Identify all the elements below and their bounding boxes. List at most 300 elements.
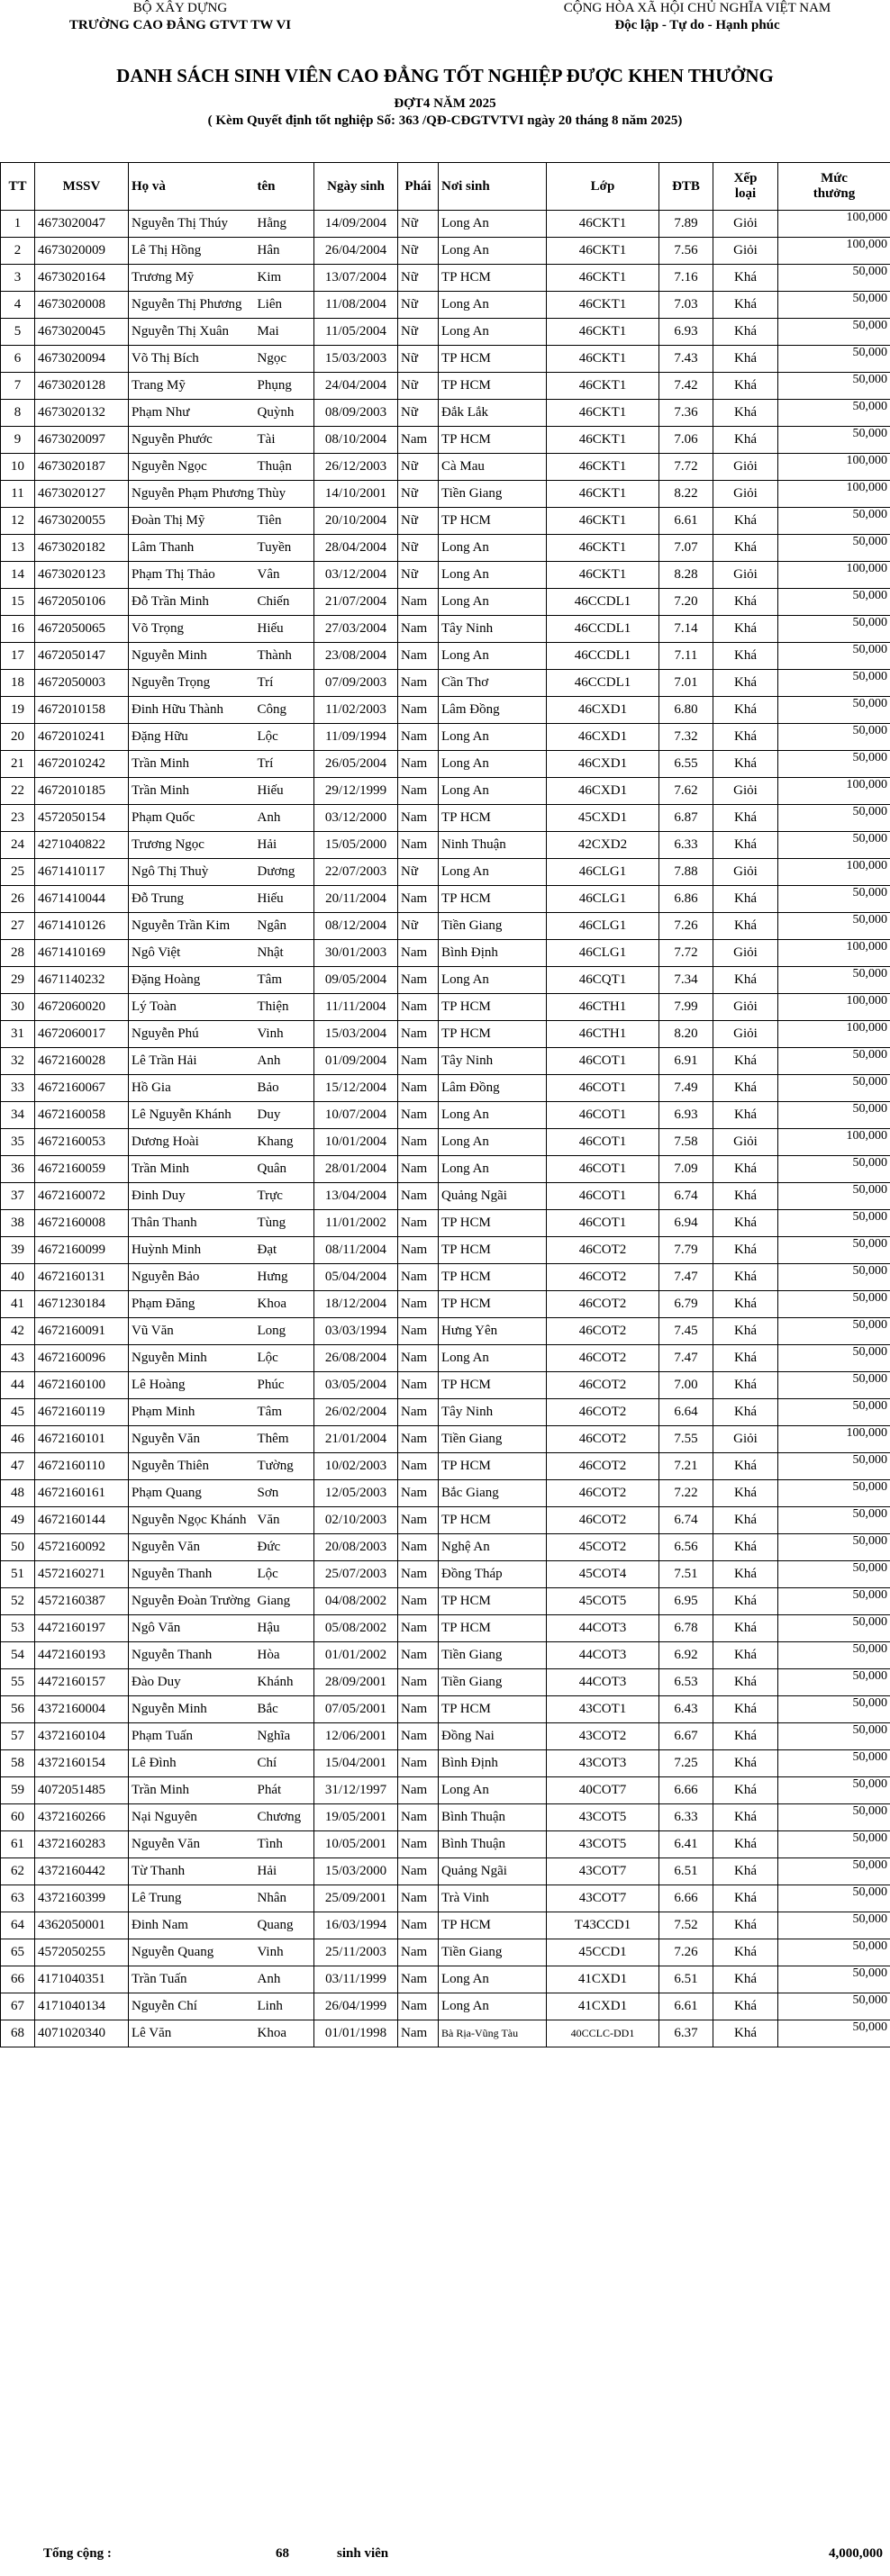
cell-ho: Dương Hoài xyxy=(129,1129,255,1156)
cell-xeploai: Giỏi xyxy=(713,859,778,886)
table-row xyxy=(1,238,890,265)
cell-dtb: 7.49 xyxy=(659,1075,713,1102)
cell-xeploai: Khá xyxy=(713,1156,778,1183)
cell-ten: Duy xyxy=(255,1102,314,1129)
cell-ten: Hưng xyxy=(255,1264,314,1291)
cell-phai: Nam xyxy=(398,589,439,616)
cell-ho: Trần Minh xyxy=(129,1156,255,1183)
total-row xyxy=(0,2541,890,2568)
table-row xyxy=(1,751,890,778)
table-row xyxy=(1,1507,890,1534)
cell-xeploai: Khá xyxy=(713,265,778,292)
cell-mssv: 4271040822 xyxy=(35,832,129,859)
cell-mssv: 4673020094 xyxy=(35,346,129,373)
cell-mucthuong: 50,000 xyxy=(778,400,890,427)
cell-phai: Nam xyxy=(398,1966,439,1993)
cell-xeploai: Giỏi xyxy=(713,238,778,265)
cell-tt: 1 xyxy=(1,211,35,238)
cell-ho: Nguyễn Trọng xyxy=(129,670,255,697)
cell-ho: Đinh Duy xyxy=(129,1183,255,1210)
cell-mucthuong: 100,000 xyxy=(778,778,890,805)
cell-xeploai: Khá xyxy=(713,1534,778,1561)
col-phai: Phái xyxy=(398,163,439,211)
cell-ten: Công xyxy=(255,697,314,724)
cell-xeploai: Khá xyxy=(713,1669,778,1696)
cell-lop: 46CXD1 xyxy=(547,697,659,724)
cell-dtb: 7.22 xyxy=(659,1480,713,1507)
cell-ho: Lê Hoàng xyxy=(129,1372,255,1399)
cell-noisinh: Tây Ninh xyxy=(439,616,547,643)
cell-ten: Hải xyxy=(255,832,314,859)
cell-ho: Lê Đình xyxy=(129,1750,255,1777)
cell-mucthuong: 50,000 xyxy=(778,1237,890,1264)
table-row xyxy=(1,1588,890,1615)
cell-ten: Thuận xyxy=(255,454,314,481)
cell-ten: Hiếu xyxy=(255,616,314,643)
cell-mucthuong: 50,000 xyxy=(778,1048,890,1075)
cell-lop: 44COT3 xyxy=(547,1615,659,1642)
cell-mssv: 4372160154 xyxy=(35,1750,129,1777)
cell-tt: 64 xyxy=(1,1912,35,1939)
cell-ten: Anh xyxy=(255,1048,314,1075)
cell-ten: Trực xyxy=(255,1183,314,1210)
cell-mssv: 4072051485 xyxy=(35,1777,129,1804)
cell-mucthuong: 50,000 xyxy=(778,2020,890,2047)
cell-ngaysinh: 12/06/2001 xyxy=(314,1723,398,1750)
cell-mssv: 4372160104 xyxy=(35,1723,129,1750)
cell-noisinh: Trà Vinh xyxy=(439,1885,547,1912)
cell-ten: Anh xyxy=(255,1966,314,1993)
cell-ngaysinh: 18/12/2004 xyxy=(314,1291,398,1318)
cell-ho: Nguyễn Minh xyxy=(129,1345,255,1372)
cell-dtb: 6.41 xyxy=(659,1831,713,1858)
cell-mssv: 4672060017 xyxy=(35,1021,129,1048)
cell-mucthuong: 50,000 xyxy=(778,1183,890,1210)
cell-ngaysinh: 15/04/2001 xyxy=(314,1750,398,1777)
cell-mssv: 4672010158 xyxy=(35,697,129,724)
cell-tt: 57 xyxy=(1,1723,35,1750)
cell-mssv: 4671410126 xyxy=(35,913,129,940)
cell-mucthuong: 100,000 xyxy=(778,940,890,967)
cell-noisinh: TP HCM xyxy=(439,265,547,292)
cell-mucthuong: 50,000 xyxy=(778,1993,890,2020)
cell-ten: Trí xyxy=(255,751,314,778)
cell-ho: Đỗ Trung xyxy=(129,886,255,913)
cell-ten: Hiếu xyxy=(255,886,314,913)
cell-dtb: 7.43 xyxy=(659,346,713,373)
cell-ten: Thùy xyxy=(255,481,314,508)
cell-mucthuong: 50,000 xyxy=(778,346,890,373)
cell-mssv: 4673020182 xyxy=(35,535,129,562)
cell-mucthuong: 50,000 xyxy=(778,1831,890,1858)
cell-ten: Long xyxy=(255,1318,314,1345)
cell-lop: 46COT2 xyxy=(547,1345,659,1372)
cell-tt: 68 xyxy=(1,2020,35,2047)
cell-xeploai: Khá xyxy=(713,1750,778,1777)
cell-tt: 11 xyxy=(1,481,35,508)
cell-mssv: 4672160096 xyxy=(35,1345,129,1372)
cell-noisinh: Long An xyxy=(439,535,547,562)
cell-xeploai: Khá xyxy=(713,1831,778,1858)
cell-lop: 43COT7 xyxy=(547,1858,659,1885)
cell-mssv: 4673020047 xyxy=(35,211,129,238)
cell-lop: 46CXD1 xyxy=(547,778,659,805)
cell-lop: 46CKT1 xyxy=(547,319,659,346)
ministry-name: BỘ XÂY DỰNG xyxy=(132,1,228,15)
cell-ngaysinh: 22/07/2003 xyxy=(314,859,398,886)
cell-mssv: 4672160131 xyxy=(35,1264,129,1291)
cell-ho: Phạm Như xyxy=(129,400,255,427)
cell-mssv: 4673020128 xyxy=(35,373,129,400)
cell-lop: 46CCDL1 xyxy=(547,589,659,616)
cell-ho: Nguyễn Thanh xyxy=(129,1561,255,1588)
cell-lop: 46COT1 xyxy=(547,1075,659,1102)
table-row xyxy=(1,643,890,670)
table-row xyxy=(1,1696,890,1723)
cell-tt: 53 xyxy=(1,1615,35,1642)
cell-ten: Nhân xyxy=(255,1885,314,1912)
cell-mucthuong: 50,000 xyxy=(778,1507,890,1534)
cell-phai: Nam xyxy=(398,1993,439,2020)
cell-xeploai: Khá xyxy=(713,1399,778,1426)
cell-xeploai: Giỏi xyxy=(713,778,778,805)
cell-mucthuong: 50,000 xyxy=(778,1291,890,1318)
cell-dtb: 6.64 xyxy=(659,1399,713,1426)
cell-lop: 46CCDL1 xyxy=(547,670,659,697)
cell-ho: Trang Mỹ xyxy=(129,373,255,400)
nation-name: CỘNG HÒA XÃ HỘI CHỦ NGHĨA VIỆT NAM xyxy=(563,1,831,15)
cell-noisinh: Tây Ninh xyxy=(439,1399,547,1426)
motto: Độc lập - Tự do - Hạnh phúc xyxy=(614,18,780,32)
cell-ten: Lộc xyxy=(255,1561,314,1588)
cell-mssv: 4672160099 xyxy=(35,1237,129,1264)
cell-mssv: 4671410044 xyxy=(35,886,129,913)
cell-xeploai: Khá xyxy=(713,427,778,454)
cell-ten: Giang xyxy=(255,1588,314,1615)
cell-lop: 46CQT1 xyxy=(547,967,659,994)
cell-mucthuong: 50,000 xyxy=(778,1777,890,1804)
cell-noisinh: Long An xyxy=(439,211,547,238)
cell-xeploai: Khá xyxy=(713,400,778,427)
cell-noisinh: TP HCM xyxy=(439,994,547,1021)
cell-mucthuong: 50,000 xyxy=(778,1534,890,1561)
cell-mucthuong: 50,000 xyxy=(778,1885,890,1912)
cell-phai: Nam xyxy=(398,1858,439,1885)
cell-xeploai: Khá xyxy=(713,1318,778,1345)
cell-mssv: 4673020164 xyxy=(35,265,129,292)
cell-ho: Lâm Thanh xyxy=(129,535,255,562)
cell-phai: Nam xyxy=(398,1912,439,1939)
cell-ngaysinh: 26/12/2003 xyxy=(314,454,398,481)
cell-ten: Phụng xyxy=(255,373,314,400)
cell-noisinh: Long An xyxy=(439,292,547,319)
cell-phai: Nam xyxy=(398,1048,439,1075)
col-mucthuong-line2: thưởng xyxy=(813,186,856,201)
cell-xeploai: Khá xyxy=(713,1102,778,1129)
cell-mssv: 4372160004 xyxy=(35,1696,129,1723)
cell-lop: 45COT2 xyxy=(547,1534,659,1561)
cell-noisinh: Quảng Ngãi xyxy=(439,1858,547,1885)
table-row xyxy=(1,1183,890,1210)
cell-noisinh: TP HCM xyxy=(439,1588,547,1615)
cell-tt: 29 xyxy=(1,967,35,994)
cell-noisinh: Bình Định xyxy=(439,940,547,967)
cell-mucthuong: 50,000 xyxy=(778,1723,890,1750)
table-row xyxy=(1,1426,890,1453)
cell-tt: 23 xyxy=(1,805,35,832)
cell-tt: 66 xyxy=(1,1966,35,1993)
cell-xeploai: Khá xyxy=(713,886,778,913)
cell-xeploai: Khá xyxy=(713,1723,778,1750)
cell-dtb: 6.56 xyxy=(659,1534,713,1561)
cell-ho: Nguyễn Văn xyxy=(129,1831,255,1858)
cell-xeploai: Khá xyxy=(713,373,778,400)
cell-tt: 32 xyxy=(1,1048,35,1075)
cell-mucthuong: 50,000 xyxy=(778,1561,890,1588)
table-row xyxy=(1,1831,890,1858)
cell-phai: Nữ xyxy=(398,238,439,265)
cell-tt: 7 xyxy=(1,373,35,400)
cell-ngaysinh: 04/08/2002 xyxy=(314,1588,398,1615)
cell-mucthuong: 50,000 xyxy=(778,1858,890,1885)
cell-dtb: 6.53 xyxy=(659,1669,713,1696)
cell-mucthuong: 100,000 xyxy=(778,859,890,886)
cell-ten: Mai xyxy=(255,319,314,346)
cell-tt: 54 xyxy=(1,1642,35,1669)
cell-lop: 46COT1 xyxy=(547,1156,659,1183)
table-row xyxy=(1,400,890,427)
cell-xeploai: Khá xyxy=(713,913,778,940)
cell-ho: Nguyễn Phú xyxy=(129,1021,255,1048)
cell-mucthuong: 50,000 xyxy=(778,1642,890,1669)
cell-mssv: 4672160058 xyxy=(35,1102,129,1129)
cell-mssv: 4672050106 xyxy=(35,589,129,616)
cell-noisinh: TP HCM xyxy=(439,346,547,373)
cell-xeploai: Khá xyxy=(713,1453,778,1480)
cell-noisinh: Đồng Nai xyxy=(439,1723,547,1750)
cell-ho: Võ Trọng xyxy=(129,616,255,643)
cell-lop: 46CLG1 xyxy=(547,913,659,940)
table-row xyxy=(1,967,890,994)
cell-mssv: 4673020097 xyxy=(35,427,129,454)
cell-dtb: 7.52 xyxy=(659,1912,713,1939)
cell-xeploai: Khá xyxy=(713,1507,778,1534)
cell-tt: 6 xyxy=(1,346,35,373)
cell-tt: 17 xyxy=(1,643,35,670)
cell-mucthuong: 50,000 xyxy=(778,1588,890,1615)
cell-ho: Đoàn Thị Mỹ xyxy=(129,508,255,535)
cell-ho: Nguyễn Văn xyxy=(129,1426,255,1453)
cell-mssv: 4672160119 xyxy=(35,1399,129,1426)
cell-mssv: 4672160028 xyxy=(35,1048,129,1075)
school-name: TRƯỜNG CAO ĐẲNG GTVT TW VI xyxy=(68,18,292,32)
cell-mssv: 4672050003 xyxy=(35,670,129,697)
cell-phai: Nam xyxy=(398,1318,439,1345)
cell-xeploai: Khá xyxy=(713,1966,778,1993)
cell-ngaysinh: 15/12/2004 xyxy=(314,1075,398,1102)
cell-noisinh: Lâm Đồng xyxy=(439,1075,547,1102)
cell-ten: Đức xyxy=(255,1534,314,1561)
cell-ten: Tài xyxy=(255,427,314,454)
cell-noisinh: TP HCM xyxy=(439,1912,547,1939)
cell-xeploai: Khá xyxy=(713,1588,778,1615)
cell-ngaysinh: 25/09/2001 xyxy=(314,1885,398,1912)
cell-mucthuong: 50,000 xyxy=(778,1804,890,1831)
cell-tt: 47 xyxy=(1,1453,35,1480)
cell-noisinh: TP HCM xyxy=(439,1210,547,1237)
cell-lop: 40COT7 xyxy=(547,1777,659,1804)
cell-ngaysinh: 15/05/2000 xyxy=(314,832,398,859)
cell-lop: 43COT5 xyxy=(547,1804,659,1831)
cell-dtb: 6.67 xyxy=(659,1723,713,1750)
cell-lop: 46CCDL1 xyxy=(547,616,659,643)
cell-dtb: 7.26 xyxy=(659,913,713,940)
cell-phai: Nữ xyxy=(398,292,439,319)
cell-ngaysinh: 26/05/2004 xyxy=(314,751,398,778)
cell-ho: Ngô Thị Thuỳ xyxy=(129,859,255,886)
cell-phai: Nam xyxy=(398,967,439,994)
table-row xyxy=(1,319,890,346)
cell-xeploai: Khá xyxy=(713,616,778,643)
cell-mucthuong: 50,000 xyxy=(778,751,890,778)
cell-dtb: 7.14 xyxy=(659,616,713,643)
table-row xyxy=(1,1021,890,1048)
cell-tt: 67 xyxy=(1,1993,35,2020)
table-row xyxy=(1,508,890,535)
cell-tt: 14 xyxy=(1,562,35,589)
cell-lop: 46CXD1 xyxy=(547,724,659,751)
cell-mucthuong: 100,000 xyxy=(778,454,890,481)
cell-phai: Nam xyxy=(398,1453,439,1480)
cell-ten: Tiên xyxy=(255,508,314,535)
cell-xeploai: Khá xyxy=(713,724,778,751)
table-row xyxy=(1,2020,890,2047)
table-row xyxy=(1,1156,890,1183)
cell-ngaysinh: 26/04/1999 xyxy=(314,1993,398,2020)
col-xeploai-line2: loại xyxy=(734,186,757,201)
cell-xeploai: Khá xyxy=(713,670,778,697)
cell-ngaysinh: 25/07/2003 xyxy=(314,1561,398,1588)
cell-lop: 46COT2 xyxy=(547,1291,659,1318)
cell-ho: Hồ Gia xyxy=(129,1075,255,1102)
cell-ten: Hằng xyxy=(255,211,314,238)
cell-xeploai: Khá xyxy=(713,1696,778,1723)
cell-phai: Nam xyxy=(398,1210,439,1237)
cell-lop: 46CTH1 xyxy=(547,994,659,1021)
cell-lop: 46CCDL1 xyxy=(547,643,659,670)
cell-ho: Đặng Hoàng xyxy=(129,967,255,994)
cell-phai: Nam xyxy=(398,1615,439,1642)
cell-ho: Nguyễn Ngọc xyxy=(129,454,255,481)
nation-header xyxy=(504,0,890,34)
cell-ho: Nguyễn Ngọc Khánh xyxy=(129,1507,255,1534)
table-row xyxy=(1,1885,890,1912)
cell-noisinh: Long An xyxy=(439,778,547,805)
cell-phai: Nam xyxy=(398,1723,439,1750)
cell-mssv: 4673020055 xyxy=(35,508,129,535)
cell-tt: 26 xyxy=(1,886,35,913)
table-row xyxy=(1,562,890,589)
cell-ho: Vũ Văn xyxy=(129,1318,255,1345)
cell-mssv: 4672010185 xyxy=(35,778,129,805)
cell-dtb: 6.91 xyxy=(659,1048,713,1075)
cell-phai: Nữ xyxy=(398,454,439,481)
cell-xeploai: Khá xyxy=(713,1993,778,2020)
table-row xyxy=(1,346,890,373)
cell-xeploai: Khá xyxy=(713,1858,778,1885)
cell-ngaysinh: 10/07/2004 xyxy=(314,1102,398,1129)
cell-mssv: 4672160091 xyxy=(35,1318,129,1345)
cell-phai: Nam xyxy=(398,1264,439,1291)
cell-noisinh: Long An xyxy=(439,1102,547,1129)
cell-ngaysinh: 15/03/2003 xyxy=(314,346,398,373)
cell-lop: 46CKT1 xyxy=(547,535,659,562)
document-subtitle: ĐỢT4 NĂM 2025 xyxy=(394,96,496,111)
cell-ten: Khoa xyxy=(255,1291,314,1318)
cell-noisinh: Long An xyxy=(439,319,547,346)
cell-tt: 46 xyxy=(1,1426,35,1453)
cell-tt: 13 xyxy=(1,535,35,562)
cell-noisinh: TP HCM xyxy=(439,805,547,832)
cell-xeploai: Khá xyxy=(713,589,778,616)
cell-mssv: 4572160271 xyxy=(35,1561,129,1588)
cell-phai: Nam xyxy=(398,1183,439,1210)
cell-xeploai: Khá xyxy=(713,1048,778,1075)
table-row xyxy=(1,265,890,292)
cell-ho: Nại Nguyên xyxy=(129,1804,255,1831)
cell-dtb: 7.25 xyxy=(659,1750,713,1777)
cell-tt: 49 xyxy=(1,1507,35,1534)
cell-ten: Hải xyxy=(255,1858,314,1885)
cell-dtb: 6.51 xyxy=(659,1966,713,1993)
cell-lop: 45COT4 xyxy=(547,1561,659,1588)
cell-noisinh: Long An xyxy=(439,562,547,589)
cell-mucthuong: 50,000 xyxy=(778,1669,890,1696)
cell-noisinh: Đồng Tháp xyxy=(439,1561,547,1588)
cell-dtb: 6.95 xyxy=(659,1588,713,1615)
cell-mssv: 4673020187 xyxy=(35,454,129,481)
cell-xeploai: Khá xyxy=(713,1561,778,1588)
cell-ngaysinh: 15/03/2004 xyxy=(314,1021,398,1048)
cell-dtb: 6.33 xyxy=(659,1804,713,1831)
cell-xeploai: Khá xyxy=(713,805,778,832)
cell-noisinh: Tiền Giang xyxy=(439,913,547,940)
cell-phai: Nam xyxy=(398,724,439,751)
cell-xeploai: Khá xyxy=(713,643,778,670)
cell-ho: Nguyễn Thiên xyxy=(129,1453,255,1480)
cell-ho: Nguyễn Phạm Phương xyxy=(129,481,255,508)
cell-ho: Nguyễn Văn xyxy=(129,1534,255,1561)
cell-phai: Nam xyxy=(398,2020,439,2047)
cell-phai: Nam xyxy=(398,1804,439,1831)
cell-dtb: 6.74 xyxy=(659,1183,713,1210)
cell-phai: Nam xyxy=(398,1669,439,1696)
cell-ho: Nguyễn Minh xyxy=(129,643,255,670)
cell-lop: 45CXD1 xyxy=(547,805,659,832)
cell-ho: Trần Minh xyxy=(129,778,255,805)
cell-lop: 46CKT1 xyxy=(547,562,659,589)
cell-noisinh: Hưng Yên xyxy=(439,1318,547,1345)
cell-lop: 46COT2 xyxy=(547,1372,659,1399)
cell-dtb: 6.61 xyxy=(659,508,713,535)
cell-tt: 16 xyxy=(1,616,35,643)
cell-ten: Anh xyxy=(255,805,314,832)
cell-dtb: 8.28 xyxy=(659,562,713,589)
cell-noisinh: TP HCM xyxy=(439,886,547,913)
cell-phai: Nữ xyxy=(398,400,439,427)
cell-ten: Quân xyxy=(255,1156,314,1183)
cell-mucthuong: 50,000 xyxy=(778,616,890,643)
